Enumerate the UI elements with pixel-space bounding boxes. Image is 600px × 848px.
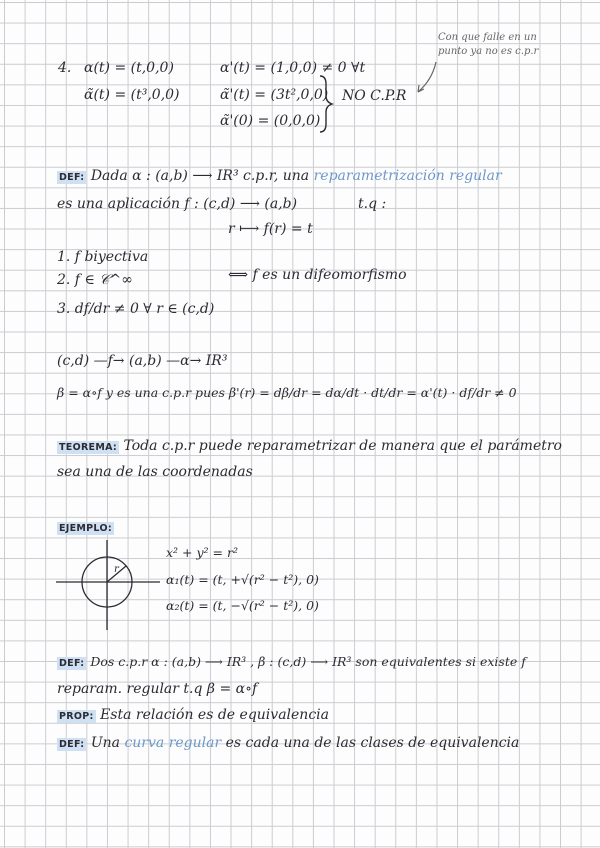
theorem-tag: TEOREMA:: [59, 442, 118, 453]
margin-note-line2: punto ya no es c.p.r: [438, 46, 539, 57]
def1-tq: t.q :: [358, 196, 387, 212]
alpha1-param: α₁(t) = (t, +√(r² − t²), 0): [166, 572, 319, 587]
def2-line1: [57, 654, 526, 672]
circle-equation: x² + y² = r²: [166, 545, 238, 560]
example-heading: [57, 519, 114, 537]
radius-label: r: [114, 564, 119, 575]
def1-map: r ⟼ f(r) = t: [228, 221, 313, 237]
beta-derivative: β = α∘f y es una c.p.r pues β'(r) = dβ/dr = dα/dt · dt/dr = α'(t) · df/dr ≠ 0: [57, 385, 517, 400]
composition-chain: (c,d) —f→ (a,b) —α→ IR³: [57, 353, 228, 369]
def1-highlight: reparametrización regular: [313, 168, 502, 184]
example-tag: EJEMPLO:: [59, 523, 112, 534]
def3-pre: Una: [90, 735, 120, 751]
def1-line1: [57, 168, 502, 186]
exercise-number: 4.: [58, 60, 72, 76]
def1-text1: Dada α : (a,b) ⟶ IR³ c.p.r, una: [90, 168, 310, 184]
condition-2: 2. f ∈ 𝒞^∞: [57, 272, 133, 288]
prop-text: Esta relación es de equivalencia: [100, 707, 329, 723]
def3-line: [57, 735, 519, 753]
alpha-derivative: α'(t) = (1,0,0) ≠ 0 ∀t: [220, 60, 366, 76]
condition-3: 3. df/dr ≠ 0 ∀ r ∈ (c,d): [57, 301, 215, 317]
alpha-tilde-derivative-zero: α̃'(0) = (0,0,0): [220, 113, 321, 129]
alpha-tilde-def: α̃(t) = (t³,0,0): [84, 87, 180, 103]
def2-tag: DEF:: [59, 658, 85, 669]
theorem-line2: sea una de las coordenadas: [57, 464, 253, 480]
def3-post: es cada una de las clases de equivalencia: [225, 735, 520, 751]
prop-tag: PROP:: [59, 711, 94, 722]
theorem-text1: Toda c.p.r puede reparametrizar de manera que el parámetro: [123, 438, 562, 454]
condition-2-equivalence: ⟺ f es un difeomorfismo: [228, 267, 407, 283]
def3-tag: DEF:: [59, 739, 85, 750]
alpha-tilde-derivative: α̃'(t) = (3t²,0,0): [220, 87, 329, 103]
def2-text1: Dos c.p.r α : (a,b) ⟶ IR³ , β : (c,d) ⟶ IR³ son equivalentes si existe f: [90, 654, 526, 669]
margin-note-line1: Con que falle en un: [438, 32, 537, 43]
circle-diagram: [56, 540, 160, 630]
prop-line: [57, 707, 329, 725]
alpha-def: α(t) = (t,0,0): [84, 60, 174, 76]
no-cpr-label: NO C.P.R: [342, 88, 407, 104]
condition-1: 1. f biyectiva: [57, 249, 149, 265]
brace: [320, 76, 332, 132]
theorem-line1: [57, 438, 562, 456]
def3-highlight: curva regular: [124, 735, 222, 751]
note-arrow: [418, 62, 436, 92]
def2-line2: reparam. regular t.q β = α∘f: [57, 681, 258, 697]
alpha2-param: α₂(t) = (t, −√(r² − t²), 0): [166, 598, 319, 613]
def1-line2: es una aplicación f : (c,d) ⟶ (a,b): [57, 196, 298, 212]
def-tag: DEF:: [59, 172, 85, 183]
